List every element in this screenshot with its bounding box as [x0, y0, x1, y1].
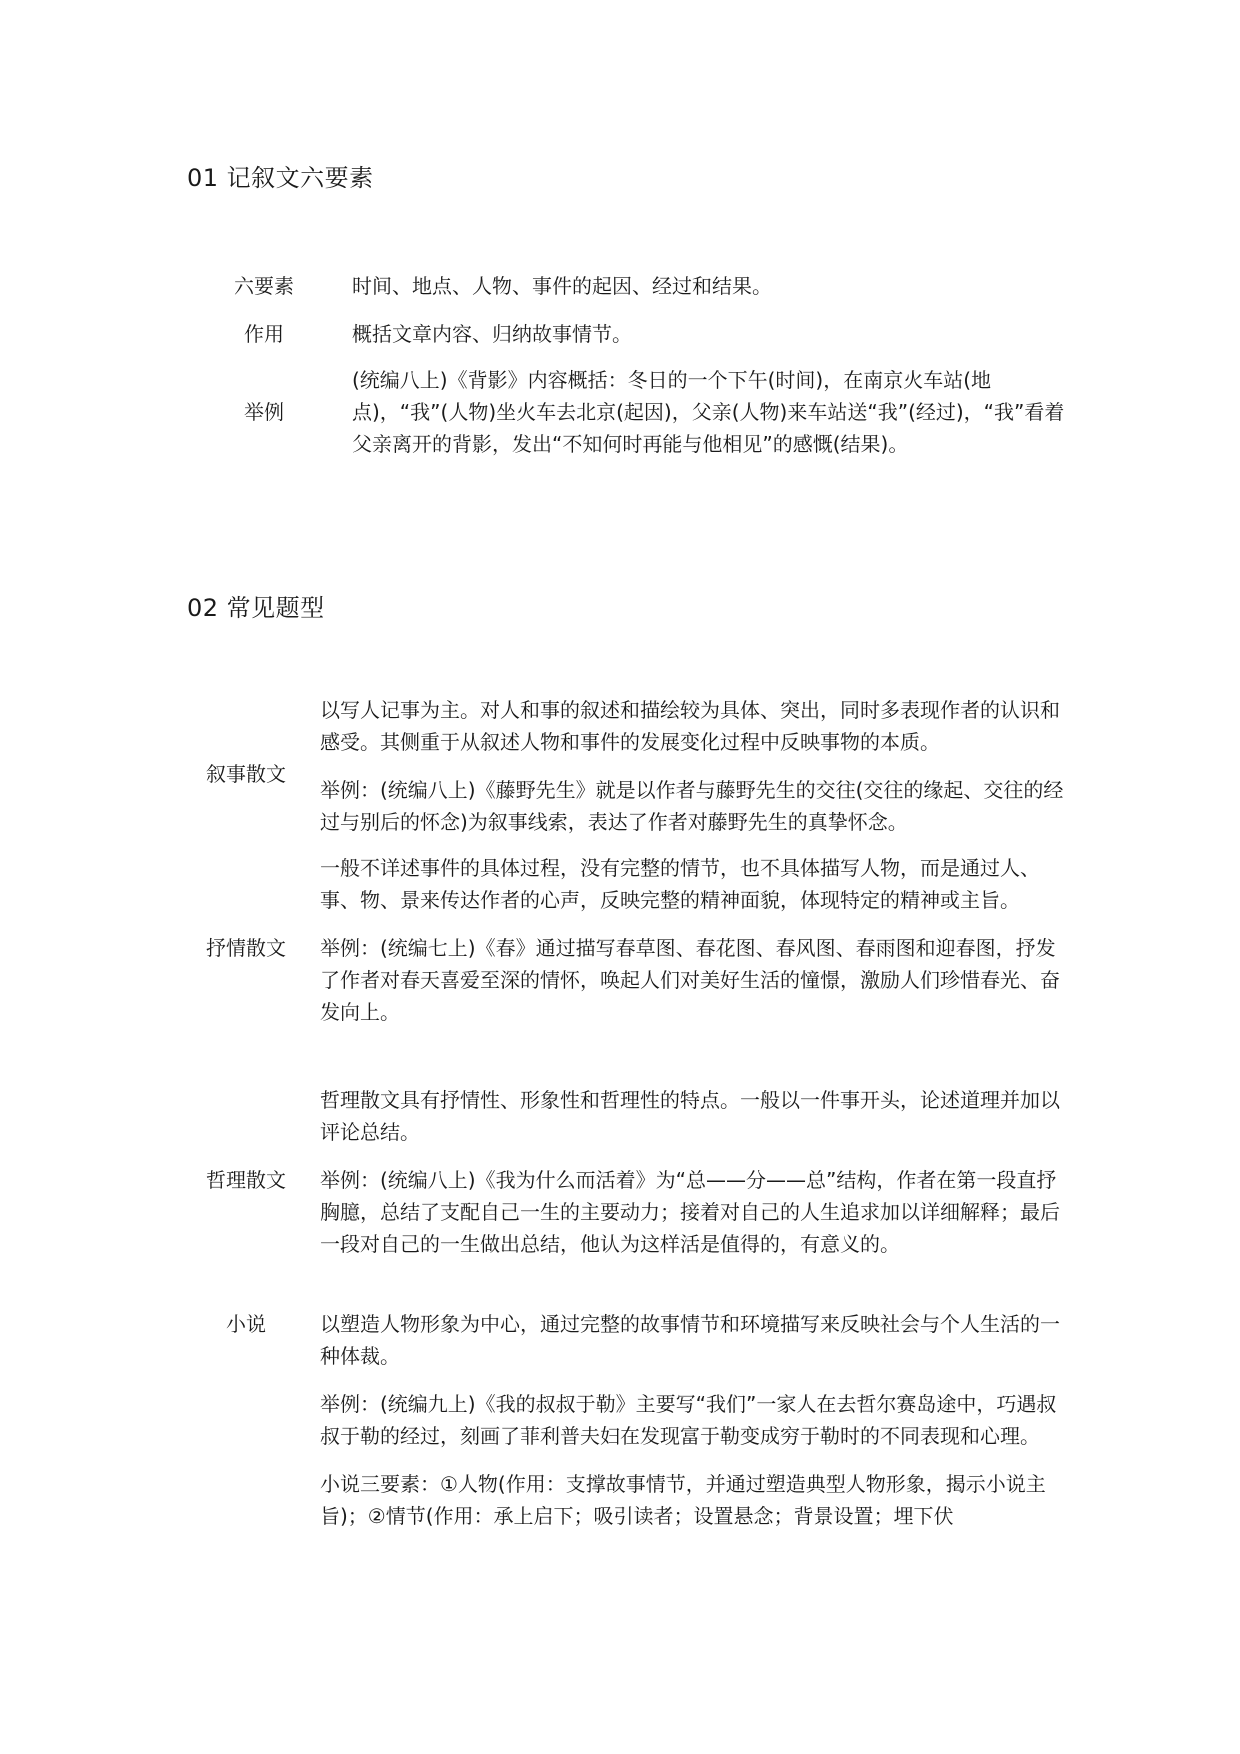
- description-paragraph: 以塑造人物形象为中心，通过完整的故事情节和环境描写来反映社会与个人生活的一种体裁。: [320, 1312, 1060, 1368]
- row-text: 概括文章内容、归纳故事情节。: [352, 322, 632, 346]
- three-elements-paragraph: 小说三要素：①人物(作用：支撑故事情节，并通过塑造典型人物形象，揭示小说主旨)；②情节(作用：承上启下；吸引读者；设置悬念；背景设置；埋下伏: [320, 1472, 1046, 1528]
- description-paragraph: 哲理散文具有抒情性、形象性和哲理性的特点。一般以一件事开头，论述道理并加以评论总结。: [320, 1088, 1060, 1144]
- novel-row: [187, 1308, 1067, 1548]
- example-paragraph: 举例：(统编八上)《藤野先生》就是以作者与藤野先生的交往(交往的缘起、交往的经过与别后的怀念)为叙事线索，表达了作者对藤野先生的真挚怀念。: [320, 778, 1064, 834]
- row-label: 哲理散文: [206, 1168, 286, 1192]
- row-content: [320, 1084, 1067, 1276]
- example-paragraph: 举例：(统编八上)《我为什么而活着》为“总——分——总”结构，作者在第一段直抒胸臆，总结了支配自己一生的主要动力；接着对自己的人生追求加以详细解释；最后一段对自己的一生做出总结，他认为这样活是值得的，有意义的。: [320, 1168, 1060, 1256]
- philosophical-prose-row: [187, 1084, 1067, 1276]
- description-paragraph: 以写人记事为主。对人和事的叙述和描绘较为具体、突出，同时多表现作者的认识和感受。其侧重于从叙述人物和事件的发展变化过程中反映事物的本质。: [320, 698, 1060, 754]
- section-heading-common-types: 02 常见题型: [187, 594, 325, 622]
- lyrical-prose-row: [187, 852, 1067, 1044]
- row-label: 作用: [244, 322, 284, 346]
- example-paragraph: 举例：(统编七上)《春》通过描写春草图、春花图、春风图、春雨图和迎春图，抒发了作者对春天喜爱至深的情怀，唤起人们对美好生活的憧憬，激励人们珍惜春光、奋发向上。: [320, 936, 1060, 1024]
- function-row: [200, 318, 1070, 350]
- six-elements-row: [200, 270, 1070, 302]
- row-content: [320, 1308, 1067, 1548]
- row-label: 举例: [244, 400, 284, 424]
- row-content: [320, 852, 1067, 1044]
- row-label: 抒情散文: [206, 936, 286, 960]
- row-label: 六要素: [234, 274, 294, 298]
- row-content: [320, 694, 1067, 854]
- description-paragraph: 一般不详述事件的具体过程，没有完整的情节，也不具体描写人物，而是通过人、事、物、景来传达作者的心声，反映完整的精神面貌，体现特定的精神或主旨。: [320, 856, 1040, 912]
- narrative-prose-row: [187, 694, 1067, 854]
- row-label: 叙事散文: [206, 762, 286, 786]
- row-label: 小说: [226, 1312, 266, 1336]
- section-heading-six-elements: 01 记叙文六要素: [187, 164, 374, 192]
- example-paragraph: 举例：(统编九上)《我的叔叔于勒》主要写“我们”一家人在去哲尔赛岛途中，巧遇叔叔于勒的经过，刻画了菲利普夫妇在发现富于勒变成穷于勒时的不同表现和心理。: [320, 1392, 1057, 1448]
- row-text: (统编八上)《背影》内容概括：冬日的一个下午(时间)，在南京火车站(地点)，“我”(人物)坐火车去北京(起因)，父亲(人物)来车站送“我”(经过)，“我”看着父亲离开的背影，发出“不知何时再能与他相见”的感慨(结果)。: [352, 368, 1065, 456]
- row-text: 时间、地点、人物、事件的起因、经过和结果。: [352, 274, 772, 298]
- example-row: [200, 364, 1070, 460]
